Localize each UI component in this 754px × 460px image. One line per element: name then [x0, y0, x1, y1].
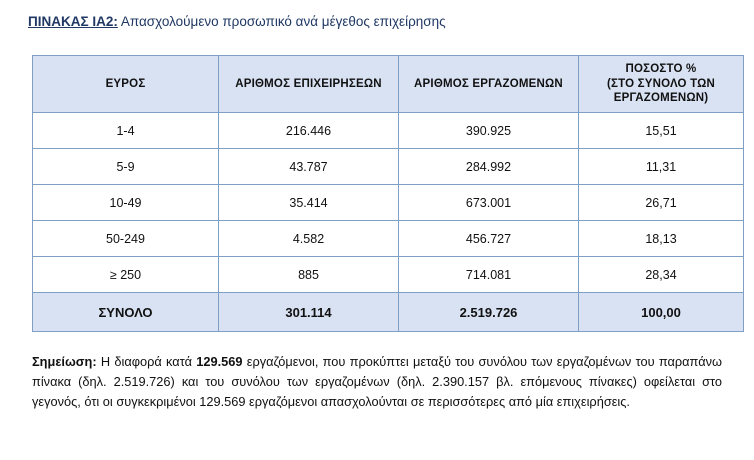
page-title-label: ΠΙΝΑΚΑΣ ΙΑ2:	[28, 14, 118, 29]
footnote	[32, 352, 722, 411]
table-row	[33, 221, 744, 257]
employment-by-enterprise-size-table	[32, 55, 744, 332]
cell-range: 50-249	[33, 221, 219, 257]
column-header-percent-line1: ΠΟΣΟΣΤΟ %	[625, 63, 697, 76]
column-header-percent-line3: ΕΡΓΑΖΟΜΕΝΩΝ)	[613, 92, 709, 105]
page-title	[28, 14, 732, 29]
column-header-percent	[579, 56, 744, 113]
column-header-percent-line2: (ΣΤΟ ΣΥΝΟΛΟ ΤΩΝ	[606, 77, 716, 90]
page-title-rest: Απασχολούμενο προσωπικό ανά μέγεθος επιχείρησης	[117, 14, 446, 29]
table-row-total	[33, 293, 744, 332]
cell-range: ≥ 250	[33, 257, 219, 293]
footnote-part1: Η διαφορά κατά	[96, 354, 197, 369]
footnote-part2: εργαζόμενοι, που προκύπτει μεταξύ του συνόλου των εργαζομένων του παραπάνω πίνακα (δηλ. 2.519.726) και του συνόλου των εργαζομένων (δηλ. 2.390.157 βλ. επόμενους πίνακες) οφείλεται στο γεγονός, ότι οι συγκεκριμένοι 129.569 εργαζόμενοι απασχολούνται σε περισσότερες από μία επιχειρήσεις.	[32, 354, 722, 409]
cell-enterprises: 43.787	[219, 149, 399, 185]
cell-enterprises: 35.414	[219, 185, 399, 221]
cell-range: 5-9	[33, 149, 219, 185]
cell-percent: 11,31	[579, 149, 744, 185]
column-header-enterprises-line1: ΑΡΙΘΜΟΣ ΕΠΙΧΕΙΡΗΣΕΩΝ	[235, 77, 382, 90]
cell-percent: 28,34	[579, 257, 744, 293]
cell-total-enterprises: 301.114	[219, 293, 399, 332]
table-body	[33, 113, 744, 332]
table-header	[33, 56, 744, 113]
cell-employees: 456.727	[399, 221, 579, 257]
column-header-employees-line1: ΑΡΙΘΜΟΣ ΕΡΓΑΖΟΜΕΝΩΝ	[414, 77, 563, 90]
cell-total-employees: 2.519.726	[399, 293, 579, 332]
cell-total-label: ΣΥΝΟΛΟ	[33, 293, 219, 332]
cell-percent: 26,71	[579, 185, 744, 221]
table-row	[33, 113, 744, 149]
footnote-label: Σημείωση:	[32, 354, 97, 369]
table-row	[33, 257, 744, 293]
cell-enterprises: 216.446	[219, 113, 399, 149]
cell-total-percent: 100,00	[579, 293, 744, 332]
cell-range: 10-49	[33, 185, 219, 221]
cell-employees: 390.925	[399, 113, 579, 149]
cell-employees: 673.001	[399, 185, 579, 221]
cell-enterprises: 4.582	[219, 221, 399, 257]
cell-enterprises: 885	[219, 257, 399, 293]
column-header-range-line1: ΕΥΡΟΣ	[105, 77, 146, 90]
column-header-employees	[399, 56, 579, 113]
cell-range: 1-4	[33, 113, 219, 149]
cell-percent: 18,13	[579, 221, 744, 257]
cell-employees: 714.081	[399, 257, 579, 293]
column-header-enterprises	[219, 56, 399, 113]
cell-percent: 15,51	[579, 113, 744, 149]
cell-employees: 284.992	[399, 149, 579, 185]
table-header-row	[33, 56, 744, 113]
column-header-range	[33, 56, 219, 113]
table-row	[33, 185, 744, 221]
footnote-bold-number: 129.569	[196, 354, 243, 369]
table-row	[33, 149, 744, 185]
